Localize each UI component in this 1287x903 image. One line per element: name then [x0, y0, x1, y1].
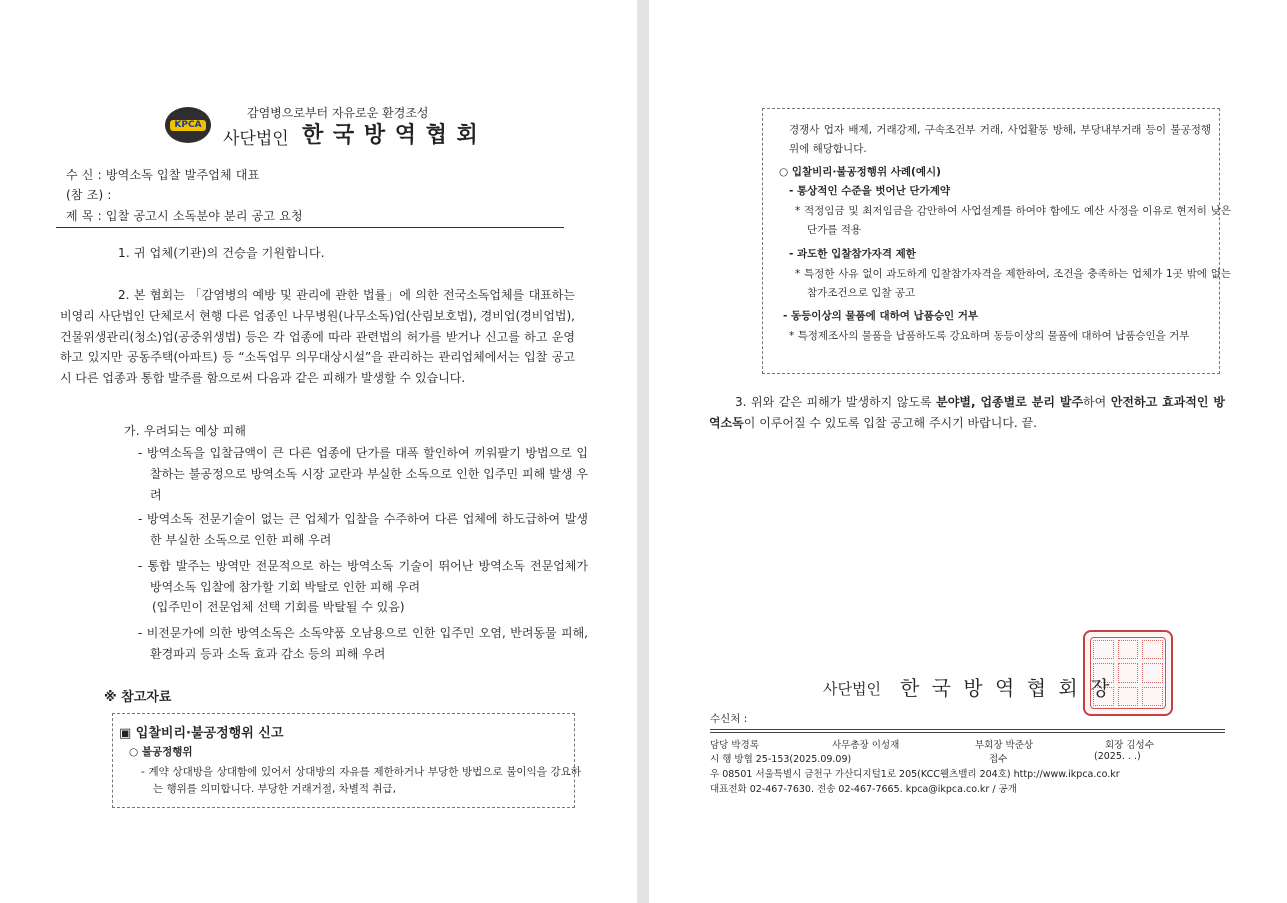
- cases-box-continued: 경쟁사 업자 배제, 거래강제, 구속조건부 거래, 사업활동 방해, 부당내부거래 등이 불공정행위에 해당합니다.: [789, 124, 1211, 155]
- receipt-date: (2025. . .): [1094, 751, 1141, 762]
- damage-heading: 가. 우려되는 예상 피해: [124, 424, 247, 438]
- cases-title: ○ 입찰비리·불공정행위 사례(예시): [779, 166, 941, 178]
- official-4: 회장 김성수: [1105, 740, 1154, 751]
- official-2: 사무총장 이성재: [832, 740, 900, 751]
- header-slogan: 감염병으로부터 자유로운 환경조성: [247, 106, 429, 120]
- official-1: 담당 박경록: [710, 740, 759, 751]
- official-seal: [1083, 630, 1173, 716]
- address-line: 우 08501 서울특별시 금천구 가산디지털1로 205(KCC웰츠밸리 204호) http://www.ikpca.co.kr: [710, 769, 1120, 780]
- case-2-text: * 특정한 사유 없이 과도하게 입찰참가자격을 제한하여, 조건을 충족하는 업체가 1곳 밖에 없는 참가조건으로 입찰 공고: [795, 268, 1231, 299]
- document-number: 시 행 방협 25-153(2025.09.09): [710, 754, 852, 765]
- subject-line: 제 목 : 입찰 공고시 소독분야 분리 공고 요청: [66, 209, 303, 223]
- damage-bullet-2: - 방역소독 전문기술이 없는 큰 업체가 입찰을 수주하여 다른 업체에 하도급하여 발생한 부실한 소독으로 인한 피해 우려: [138, 512, 588, 547]
- reference-line: (참 조) :: [66, 188, 112, 202]
- header-org-name: 한 국 방 역 협 회: [302, 123, 479, 148]
- receipt-label: 접수: [989, 754, 1008, 765]
- case-2-heading: - 과도한 입찰참가자격 제한: [789, 248, 916, 260]
- damage-bullet-4: - 비전문가에 의한 방역소독은 소독약품 오남용으로 인한 입주민 오염, 반려동물 피해, 환경파괴 등과 소독 효과 감소 등의 피해 우려: [138, 626, 588, 661]
- case-3-text: * 특정제조사의 물품을 납품하도록 강요하며 동등이상의 물품에 대하여 납품승인을 거부: [789, 330, 1190, 342]
- reference-box: [112, 713, 581, 808]
- official-3: 부회장 박준상: [975, 740, 1034, 751]
- damage-bullet-3: - 통합 발주는 방역만 전문적으로 하는 방역소독 기술이 뛰어난 방역소독 전문업체가 방역소독 입찰에 참가할 기회 박탈로 인한 피해 우려: [138, 559, 588, 594]
- unfair-practice-text: - 계약 상대방을 상대함에 있어서 상대방의 자유를 제한하거나 부당한 방법으로 불이익을 강요하는 행위를 의미합니다. 부당한 거래거절, 차별적 취급,: [141, 766, 581, 795]
- case-3-heading: - 동등이상의 물품에 대하여 납품승인 거부: [783, 310, 979, 322]
- kpca-logo: KPCA: [165, 107, 211, 143]
- header-org-prefix: 사단법인: [223, 129, 289, 149]
- reference-heading: ※ 참고자료: [104, 690, 172, 705]
- page-gutter: [637, 0, 649, 903]
- contact-line: 대표전화 02-467-7630. 전송 02-467-7665. kpca@ikpca.co.kr / 공개: [710, 784, 1017, 795]
- reference-box-title: ▣ 입찰비리·불공정행위 신고: [119, 726, 284, 741]
- footer-divider: [710, 729, 1225, 733]
- signature-prefix: 사단법인: [823, 680, 881, 698]
- case-1-text: * 적정임금 및 최저임금을 감안하여 사업설계를 하여야 함에도 예산 사정을 이유로 현저히 낮은 단가를 적용: [795, 205, 1231, 236]
- paragraph-2: 2. 본 협회는 「감염병의 예방 및 관리에 관한 법률」에 의한 전국소독업체를 대표하는 비영리 사단법인 단체로서 현행 다른 업종인 나무병원(나무소독)업(산림보호법), 경비업(경비업법), 건물위생관리(청소)업(공중위생법) 등은 각 업종에 따라 관련법의 허가를 받거나 신고를 하고 운영하고 있지만 공동주택(아파트) 등 “소독업무 의무대상시설”을 관리하는 관리업체에서는 입찰 공고 시 다른 업종과 통합 발주를 함으로써 다음과 같은 피해가 발생할 수 있습니다.: [60, 288, 575, 386]
- recipients-label: 수신처 :: [710, 713, 748, 725]
- case-1-heading: - 통상적인 수준을 벗어난 단가계약: [789, 185, 950, 197]
- recipient-line: 수 신 : 방역소독 입찰 발주업체 대표: [66, 168, 260, 182]
- document-page-2: [649, 0, 1287, 903]
- damage-bullet-3-note: (입주민이 전문업체 선택 기회를 박탈될 수 있음): [152, 600, 405, 614]
- paragraph-3: 3. 위와 같은 피해가 발생하지 않도록 분야별, 업종별로 분리 발주하여 안전하고 효과적인 방역소독이 이루어질 수 있도록 입찰 공고해 주시기 바랍니다. 끝.: [709, 395, 1226, 430]
- unfair-practice-title: ○ 불공정행위: [129, 746, 193, 758]
- document-page-1: [0, 0, 637, 903]
- header-divider: [56, 227, 564, 228]
- damage-bullet-1: - 방역소독을 입찰금액이 큰 다른 업종에 단가를 대폭 할인하여 끼워팔기 방법으로 입찰하는 불공정으로 방역소독 시장 교란과 부실한 소독으로 인한 입주민 피해 발생 우려: [138, 446, 588, 502]
- signature-name: 한 국 방 역 협 회 장: [900, 676, 1113, 700]
- paragraph-1: 1. 귀 업체(기관)의 건승을 기원합니다.: [118, 246, 325, 260]
- cases-box: [762, 108, 1231, 374]
